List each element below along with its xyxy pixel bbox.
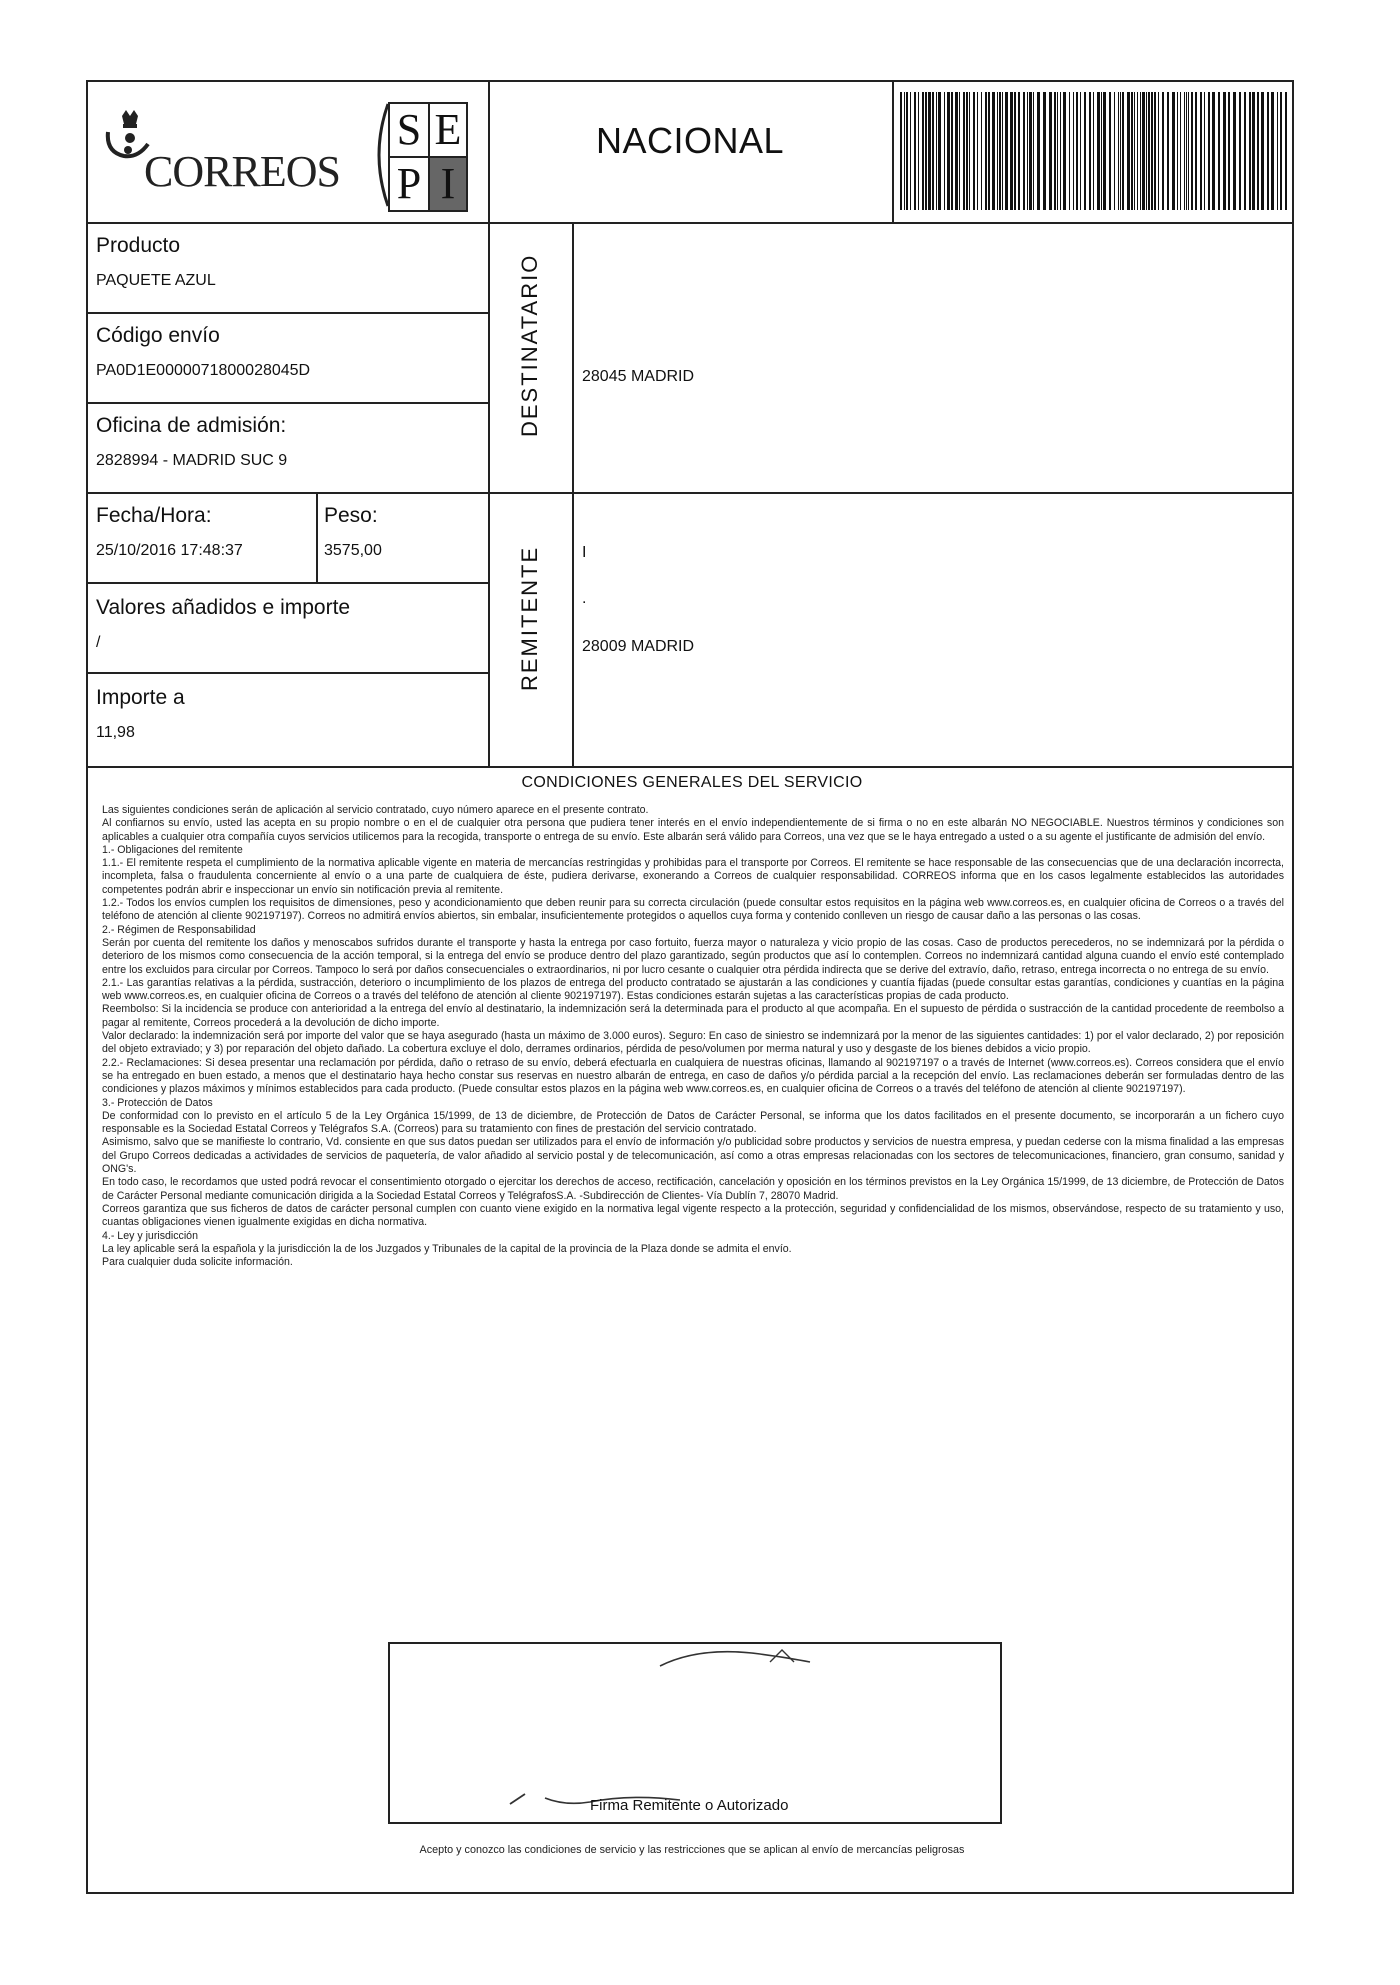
sepi-logo — [368, 96, 468, 214]
valores-block — [96, 596, 476, 652]
oficina-block — [96, 414, 476, 470]
codigo-envio-label: Código envío — [96, 324, 220, 347]
conditions-paragraph: 2.2.- Reclamaciones: Si desea presentar una reclamación por pérdida, daño o retraso de su envío, deberá efectuarla en cualquiera de nuestras oficinas, llamando al 902197197 o a través de Internet (www.correos.es). Correos considera que el envío se ha entregado en buen estado, a menos que el destinatario haya hecho constar sus reservas en nuestro albarán de entrega, en caso de daños y/o pérdida parcial a la recepción del envío. Las reclamaciones deberán ser formuladas dentro de las condiciones y plazos máximos y mínimos establecidos para cada producto. (Puede consultar estos plazos en la página web www.correos.es, en cualquier oficina de Correos o a través del teléfono de atención al cliente 902197197). — [102, 1056, 1284, 1096]
remitente-line-2: . — [582, 590, 587, 607]
remitente-postcode-line: 28009 MADRID — [582, 638, 695, 655]
remitente-side-label: REMITENTE — [517, 545, 542, 691]
peso-block — [324, 504, 484, 560]
conditions-paragraph: 3.- Protección de Datos — [102, 1096, 213, 1109]
peso-label: Peso: — [324, 504, 378, 527]
destinatario-address-line: 28045 MADRID — [582, 368, 695, 385]
producto-value: PAQUETE AZUL — [96, 272, 216, 289]
sepi-letter-e: E — [428, 102, 468, 156]
oficina-label: Oficina de admisión: — [96, 414, 287, 437]
codigo-envio-block — [96, 324, 476, 380]
signature-caption: Firma Remitente o Autorizado — [590, 1797, 789, 1814]
producto-label: Producto — [96, 234, 181, 257]
sepi-letter-p: P — [388, 156, 428, 212]
conditions-paragraph: Las siguientes condiciones serán de aplicación al servicio contratado, cuyo número aparece en el presente contrato. — [102, 804, 649, 816]
producto-block — [96, 234, 476, 290]
importe-block — [96, 686, 476, 742]
importe-label: Importe a — [96, 686, 185, 709]
conditions-paragraph: 1.1.- El remitente respeta el cumplimiento de la normativa aplicable vigente en materia de mercancías restringidas y prohibidas para el transporte por Correos. El remitente se hace responsable de las consecuencias que de una declaración incorrecta, incompleta, falsa o fraudulenta concerniente al envío o a una parte de cualquiera de éste, pudiera derivarse, exonerando a Correos de cualquier responsabilidad. CORREOS informa que en los casos legalmente establecidos las autoridades competentes podrán abrir e inspeccionar un envío sin notificación previa al remitente. — [102, 857, 1284, 896]
footer-acceptance-text: Acepto y conozco las condiciones de servicio y las restricciones que se aplican al envío de mercancías peligrosas — [419, 1844, 965, 1856]
service-title: NACIONAL — [595, 120, 785, 161]
barcode-icon — [896, 88, 1292, 214]
peso-value: 3575,00 — [324, 542, 382, 559]
conditions-title: CONDICIONES GENERALES DEL SERVICIO — [521, 774, 863, 791]
oficina-value: 2828994 - MADRID SUC 9 — [96, 452, 288, 469]
conditions-paragraph: Al confiarnos su envío, usted las acepta en su propio nombre o en el de cualquier otra persona que pudiera tener interés en el envío independientemente de si firma o no en este albarán NO NEGOCIABLE. Nuestros términos y condiciones son aplicables a cualquier otra compañía cuyos servicios utilicemos para la recogida, transporte o entrega de su envío. Este albarán será válido para Correos, una vez que se le haya entregado a usted o a su agente el justificante de admisión del envío. — [102, 817, 1284, 843]
sepi-letter-s: S — [388, 102, 428, 156]
conditions-paragraph: Para cualquier duda solicite información. — [102, 1256, 293, 1269]
sepi-letter-i: I — [428, 156, 468, 212]
correos-wordmark: CORREOS — [144, 147, 340, 196]
remitente-line-1: I — [582, 544, 587, 561]
valores-label: Valores añadidos e importe — [96, 596, 351, 619]
sepi-bracket-icon — [368, 100, 390, 210]
conditions-paragraph: En todo caso, le recordamos que usted podrá revocar el consentimiento otorgado o ejercitar los derechos de acceso, rectificación, cancelación y oposición en los términos previstos en la Ley Orgánica 15/1999, de 13 diciembre, de Protección de Datos de Carácter Personal mediante comunicación dirigida a la Sociedad Estatal Correos y TelégrafosS.A. -Subdirección de Clientes- Vía Dublín 7, 28070 Madrid. — [102, 1176, 1284, 1202]
conditions-paragraph: Valor declarado: la indemnización será por importe del valor que se haya asegurado (hasta un máximo de 3.000 euros). Seguro: En caso de siniestro se indemnizará por la menor de las siguientes cantidades: 1) por el valor declarado, 2) por reposición del objeto extraviado; y 3) por reparación del objeto dañado. La cobertura excluye el dolo, derrames ordinarios, pérdida de peso/volumen por merma natural y uso y desgaste de los bienes debidos a vicio propio. — [102, 1030, 1284, 1056]
conditions-paragraph: 2.1.- Las garantías relativas a la pérdida, sustracción, deterioro o incumplimiento de los plazos de entrega del producto contratado se ajustarán a las condiciones y cuantía fijadas (puede consultar estas garantías, condiciones y cuantías en la página web www.correos.es, en cualquier oficina de Correos o a través del teléfono de atención al cliente 902197197). Estas condiciones estarán sujetas a las características propias de cada producto. — [102, 976, 1284, 1003]
conditions-paragraph: Correos garantiza que sus ficheros de datos de carácter personal cumplen con cuanto viene exigido en la normativa legal vigente respecto a la protección, seguridad y confidencialidad de los mismos, observándose, respecto de su tratamiento y uso, cuantas obligaciones vienen igualmente exigidas en dicha normativa. — [102, 1202, 1284, 1229]
signature-scribble — [390, 1644, 1000, 1822]
conditions-body — [102, 804, 1284, 1269]
fecha-value: 25/10/2016 17:48:37 — [96, 542, 243, 559]
fecha-block — [96, 504, 306, 560]
conditions-paragraph: 1.- Obligaciones del remitente — [102, 843, 243, 856]
fecha-label: Fecha/Hora: — [96, 504, 212, 527]
valores-value: / — [96, 634, 101, 651]
conditions-paragraph: 4.- Ley y jurisdicción — [102, 1229, 198, 1242]
conditions-paragraph: Asimismo, salvo que se manifieste lo contrario, Vd. consiente en que sus datos puedan ser utilizados para el envío de información y/o publicidad sobre productos y servicios de nuestra empresa, y puedan cederse con la misma finalidad a las empresas del Grupo Correos dedicadas a actividades de servicios de paquetería, de valor añadido al servicio postal y de telecomunicación, así como a otras empresas relacionadas con los sectores de telecomunicaciones, financiero, gran consumo, sanidad y ONG's. — [102, 1136, 1284, 1176]
conditions-paragraph: Reembolso: Si la incidencia se produce con anterioridad a la entrega del envío al destinatario, la indemnización será la determinada para el producto al que acompaña. En el supuesto de pérdida o sustracción de la cantidad procedente de reembolso a pagar al remitente, Correos procederá a la devolución de dicho importe. — [102, 1003, 1284, 1029]
signature-box[interactable] — [388, 1642, 1002, 1824]
conditions-paragraph: 1.2.- Todos los envíos cumplen los requisitos de dimensiones, peso y acondicionamiento que deben reunir para su correcta circulación (puede consultar estos requisitos en la página web www.correos.es, en cualquier oficina de Correos o a través del teléfono de atención al cliente 902197197). Correos no admitirá envíos abiertos, sin embalar, insuficientemente protegidos o aquellos cuya forma y contenido conlleven un riesgo de causar daño a las personas o las cosas. — [102, 897, 1284, 923]
destinatario-side-label: DESTINATARIO — [517, 253, 542, 437]
codigo-envio-value: PA0D1E0000071800028045D — [96, 362, 311, 379]
shipping-label-sheet — [86, 80, 1294, 1894]
conditions-paragraph: De conformidad con lo previsto en el artículo 5 de la Ley Orgánica 15/1999, de 13 de diciembre, de Protección de Datos de Carácter Personal, se informa que los datos facilitados en el presente documento, se incorporarán a un fichero cuyo responsable es la Sociedad Estatal Correos y Telégrafos S.A. (Correos) para su tratamiento con fines de prestación del servicio contratado. — [102, 1109, 1284, 1136]
conditions-paragraph: 2.- Régimen de Responsabilidad — [102, 923, 256, 936]
conditions-paragraph: La ley aplicable será la española y la jurisdicción la de los Juzgados y Tribunales de la capital de la provincia de la Plaza donde se admita el envío. — [102, 1242, 792, 1255]
importe-value: 11,98 — [96, 724, 135, 741]
conditions-paragraph: Serán por cuenta del remitente los daños y menoscabos sufridos durante el transporte y hasta la entrega por caso fortuito, fuerza mayor o naturaleza y vicio propio de las cosas. Caso de productos perecederos, no se indemnizará por la pérdida o deterioro de los mismos como consecuencia de la acción temporal, si la entrega del envío se produce dentro del plazo garantizado, según productos que así lo contemplen. Correos no indemnizará cantidad alguna cuando el envío esté contemplado entre los excluidos para circular por Correos. Tampoco lo será por daños consecuenciales o extraordinarios, ni por lucro cesante o cualquier otra pérdida indirecta que se derive del extravío, daño, retraso, entrega incorrecta o no entrega de su envío. — [102, 936, 1284, 976]
correos-logo — [102, 100, 367, 210]
